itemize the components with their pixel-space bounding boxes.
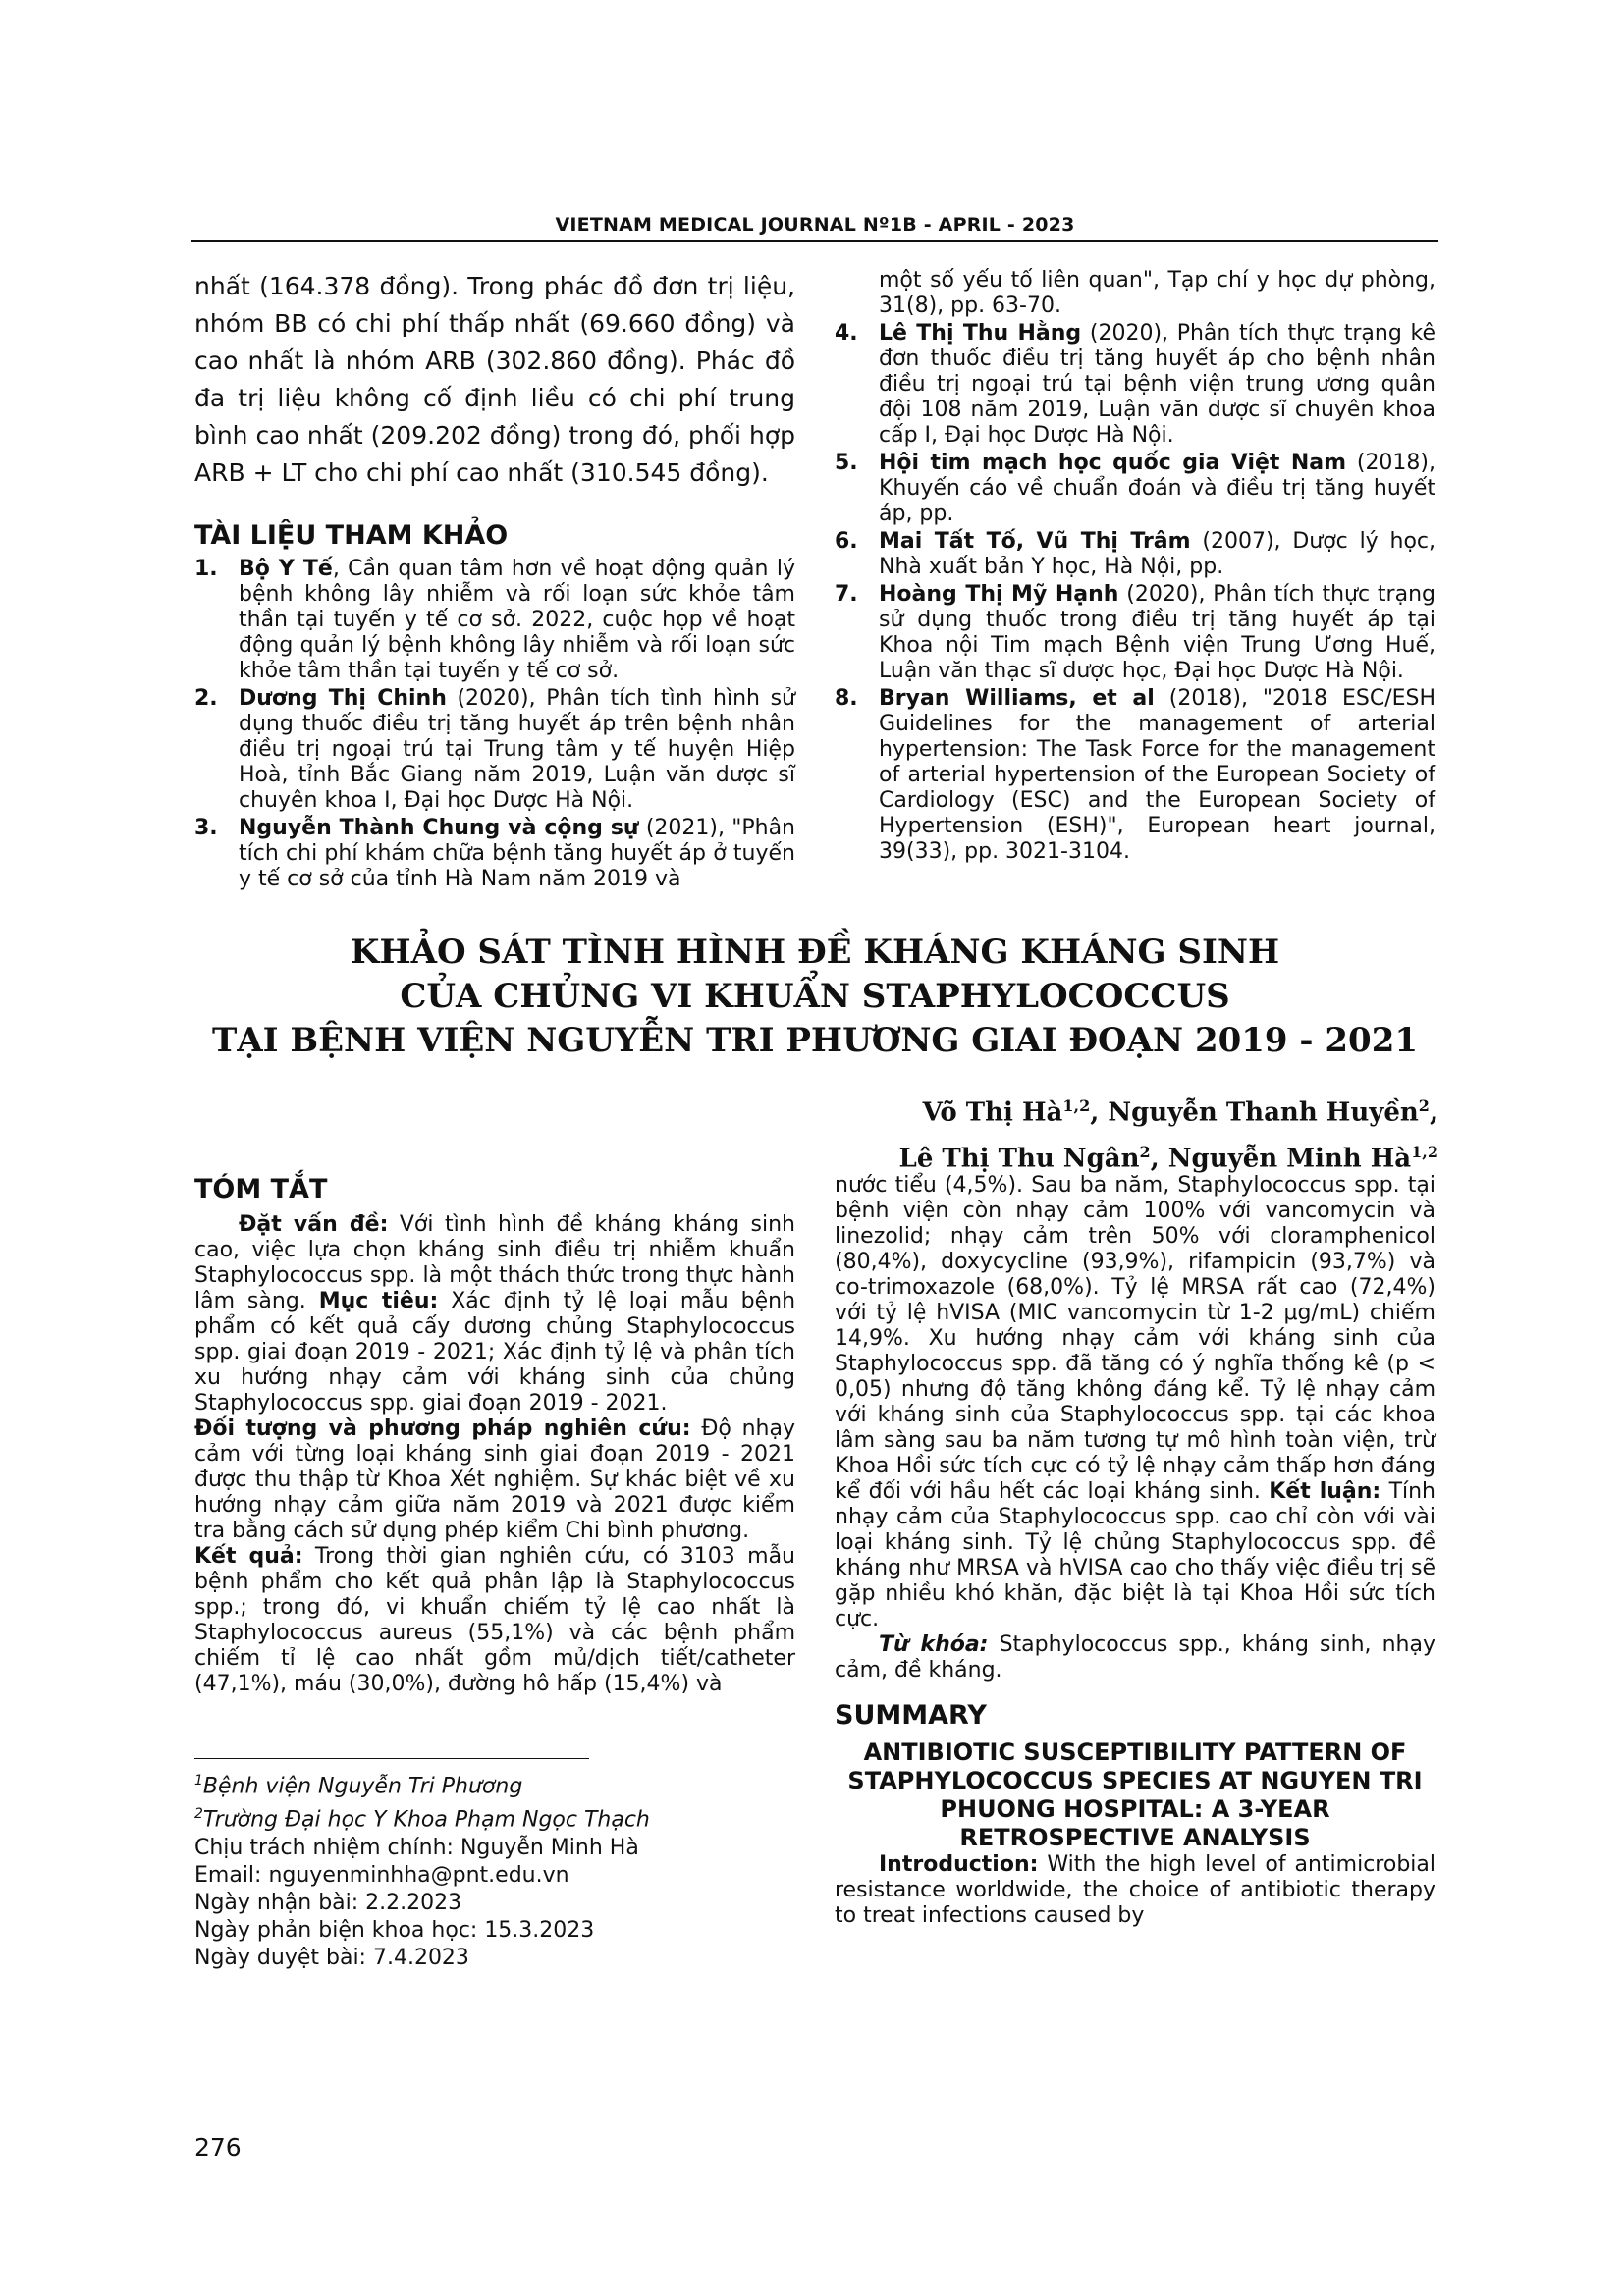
keywords: Từ khóa: Staphylococcus spp., kháng sinh, nhạy cảm, đề kháng. (835, 1632, 1435, 1682)
reference-item (835, 582, 1435, 684)
author-name: Nguyễn Thanh Huyền (1108, 1097, 1419, 1128)
reference-author: Hoàng Thị Mỹ Hạnh (879, 582, 1119, 607)
header-rule (191, 240, 1438, 242)
reference-author: Nguyễn Thành Chung và cộng sự (239, 816, 639, 840)
reference-number: 7. (835, 582, 858, 607)
reference-author: Mai Tất Tố, Vũ Thị Trâm (879, 529, 1191, 554)
footnote-rule (194, 1758, 589, 1759)
reference-item (835, 686, 1435, 865)
author-name: Võ Thị Hà (922, 1097, 1063, 1128)
reference-number: 3. (194, 816, 218, 840)
reference-author: Dương Thị Chinh (239, 686, 447, 711)
page-number: 276 (194, 2133, 242, 2162)
reference-text: (2020), Phân tích tình hình sử dụng thuốc điều trị tăng huyết áp trên bệnh nhân điều trị ngoại trú tại Trung tâm y tế huyện Hiệp Hoà, tỉnh Bắc Giang năm 2019, Luận văn dược sĩ chuyên khoa I, Đại học Dược Hà Nội. (239, 686, 795, 813)
title-line: TẠI BỆNH VIỆN NGUYỄN TRI PHƯƠNG GIAI ĐOẠN 2019 - 2021 (211, 1021, 1419, 1060)
journal-header: VIETNAM MEDICAL JOURNAL Nº1B - APRIL - 2023 (555, 214, 1075, 236)
reference-text: , Cần quan tâm hơn về hoạt động quản lý bệnh không lây nhiễm và rối loạn sức khỏe tâm thần tại tuyến y tế cơ sở. 2022, cuộc họp về hoạt động quản lý bệnh không lây nhiễm và rối loạn sức khỏe tâm thần tại tuyến y tế cơ sở. (239, 557, 795, 683)
right-column-top (835, 268, 1435, 865)
conclusion-paragraph: nhất (164.378 đồng). Trong phác đồ đơn trị liệu, nhóm BB có chi phí thấp nhất (69.660 đồng) và cao nhất là nhóm ARB (302.860 đồng). Phác đồ đa trị liệu không cố định liều có chi phí trung bình cao nhất (209.202 đồng) trong đó, phối hợp ARB + LT cho chi phí cao nhất (310.545 đồng). (194, 272, 795, 487)
author-name: Lê Thị Thu Ngân (898, 1144, 1140, 1174)
author-affiliation: 1,2 (1062, 1096, 1091, 1115)
author-affiliation: 1,2 (1411, 1142, 1438, 1161)
reference-text: (2018), "2018 ESC/ESH Guidelines for the management of arterial hypertension: The Task Force for the management of arterial hypertension of the European Society of Cardiology (ESC) and the European Society of Hypertension (ESH)", European heart journal, 39(33), pp. 3021-3104. (879, 686, 1436, 864)
author-affiliation: 2 (1139, 1142, 1151, 1161)
abstract-paragraph: Đặt vấn đề: Với tình hình đề kháng kháng sinh cao, việc lựa chọn kháng sinh điều trị nhiễm khuẩn Staphylococcus spp. là một thách thức trong thực hành lâm sàng. Mục tiêu: Xác định tỷ lệ loại mẫu bệnh phẩm có kết quả cấy dương chủng Staphylococcus spp. giai đoạn 2019 - 2021; Xác định tỷ lệ và phân tích xu hướng nhạy cảm với kháng sinh của chủng Staphylococcus spp. giai đoạn 2019 - 2021. (194, 1212, 796, 1415)
reference-number: 2. (194, 686, 218, 711)
references-heading: TÀI LIỆU THAM KHẢO (194, 520, 509, 551)
author-name: Nguyễn Minh Hà (1167, 1144, 1412, 1174)
summary-introduction: Introduction: With the high level of antimicrobial resistance worldwide, the choice of antibiotic therapy to treat infections caused by (835, 1852, 1435, 1928)
reference-number: 5. (835, 451, 858, 475)
affiliation-1: $^1$Bệnh viện Nguyễn Tri Phương (194, 1773, 523, 1799)
received-date: Ngày nhận bài: 2.2.2023 (194, 1890, 462, 1915)
reference-item (194, 816, 795, 892)
reference-author: Hội tim mạch học quốc gia Việt Nam (879, 451, 1347, 475)
reference-author: Bryan Williams, et al (879, 686, 1155, 711)
title-line: KHẢO SÁT TÌNH HÌNH ĐỀ KHÁNG KHÁNG SINH (350, 933, 1280, 972)
summary-heading: SUMMARY (835, 1700, 987, 1731)
email: Email: nguyenminhha@pnt.edu.vn (194, 1862, 569, 1888)
left-column-top (194, 268, 795, 892)
reference-number: 8. (835, 686, 858, 711)
accepted-date: Ngày duyệt bài: 7.4.2023 (194, 1945, 469, 1970)
abstract-heading: TÓM TẮT (194, 1174, 328, 1204)
reference-item-continued (835, 268, 1435, 319)
reference-number: 1. (194, 557, 218, 581)
summary-title: ANTIBIOTIC SUSCEPTIBILITY PATTERN OF STAPHYLOCOCCUS SPECIES AT NGUYEN TRI PHUONG HOSPITAL: A 3-YEAR RETROSPECTIVE ANALYSIS (847, 1738, 1423, 1851)
author-line: Võ Thị Hà$^{1,2}$, Nguyễn Thanh Huyền$^2$, (922, 1096, 1438, 1128)
corresponding-author: Chịu trách nhiệm chính: Nguyễn Minh Hà (194, 1835, 639, 1860)
abstract-left (194, 1173, 795, 1697)
footnotes (194, 1767, 795, 1972)
reference-text: (2021), "Phân tích chi phí khám chữa bệnh tăng huyết áp ở tuyến y tế cơ sở của tỉnh Hà Nam năm 2019 và (239, 816, 795, 891)
reference-item (835, 451, 1435, 527)
review-date: Ngày phản biện khoa học: 15.3.2023 (194, 1917, 595, 1943)
abstract-results: Kết quả: Trong thời gian nghiên cứu, có 3103 mẫu bệnh phẩm cho kết quả phân lập là Staphylococcus spp.; trong đó, vi khuẩn chiếm tỷ lệ cao nhất là Staphylococcus aureus (55,1%) và các bệnh phẩm chiếm tỉ lệ cao nhất gồm mủ/dịch tiết/catheter (47,1%), máu (30,0%), đường hô hấp (15,4%) và (194, 1544, 795, 1696)
reference-item (835, 529, 1435, 580)
author-affiliation: 2 (1418, 1096, 1430, 1115)
article-title (191, 931, 1438, 1063)
reference-text: một số yếu tố liên quan", Tạp chí y học dự phòng, 31(8), pp. 63-70. (879, 268, 1435, 318)
reference-text: (2018), Khuyến cáo về chuẩn đoán và điều trị tăng huyết áp, pp. (879, 451, 1436, 526)
reference-number: 6. (835, 529, 858, 554)
author-list (785, 1087, 1438, 1178)
title-line: CỦA CHỦNG VI KHUẨN STAPHYLOCOCCUS (400, 977, 1230, 1016)
reference-item (194, 557, 795, 684)
reference-text: (2020), Phân tích thực trạng kê đơn thuốc điều trị tăng huyết áp cho bệnh nhân điều trị ngoại trú tại bệnh viện trung ương quân đội 108 năm 2019, Luận văn dược sĩ chuyên khoa cấp I, Đại học Dược Hà Nội. (879, 321, 1435, 448)
reference-item (835, 321, 1435, 449)
author-line: Lê Thị Thu Ngân$^2$, Nguyễn Minh Hà$^{1,2}$ (898, 1142, 1438, 1174)
reference-text: (2020), Phân tích thực trạng sử dụng thuốc trong điều trị tăng huyết áp tại Khoa nội Tim mạch Bệnh viện Trung Ương Huế, Luận văn thạc sĩ dược học, Đại học Dược Hà Nội. (879, 582, 1435, 683)
abstract-methods: Đối tượng và phương pháp nghiên cứu: Độ nhạy cảm với từng loại kháng sinh giai đoạn 2019 - 2021 được thu thập từ Khoa Xét nghiệm. Sự khác biệt về xu hướng nhạy cảm giữa năm 2019 và 2021 được kiểm tra bằng cách sử dụng phép kiểm Chi bình phương. (194, 1416, 795, 1543)
abstract-right (835, 1173, 1435, 1929)
reference-author: Lê Thị Thu Hằng (879, 321, 1082, 346)
reference-number: 4. (835, 321, 858, 346)
reference-text: (2007), Dược lý học, Nhà xuất bản Y học, Hà Nội, pp. (879, 529, 1435, 579)
abstract-continued: nước tiểu (4,5%). Sau ba năm, Staphylococcus spp. tại bệnh viện còn nhạy cảm 100% với vancomycin và linezolid; nhạy cảm trên 50% với cloramphenicol (80,4%), doxycycline (93,9%), rifampicin (93,7%) và co-trimoxazole (68,0%). Tỷ lệ MRSA rất cao (72,4%) với tỷ lệ hVISA (MIC vancomycin từ 1-2 μg/mL) chiếm 14,9%. Xu hướng nhạy cảm với kháng sinh của Staphylococcus spp. đã tăng có ý nghĩa thống kê (p < 0,05) nhưng độ tăng không đáng kể. Tỷ lệ nhạy cảm với kháng sinh của Staphylococcus spp. tại các khoa lâm sàng sau ba năm tương tự mô hình toàn viện, trừ Khoa Hồi sức tích cực có tỷ lệ nhạy cảm thấp hơn đáng kể đối với hầu hết các loại kháng sinh. Kết luận: Tính nhạy cảm của Staphylococcus spp. cao chỉ còn với vài loại kháng sinh. Tỷ lệ chủng Staphylococcus spp. đề kháng như MRSA và hVISA cao cho thấy việc điều trị sẽ gặp nhiều khó khăn, đặc biệt là tại Khoa Hồi sức tích cực. (835, 1173, 1436, 1631)
reference-item (194, 686, 795, 814)
affiliation-2: $^2$Trường Đại học Y Khoa Phạm Ngọc Thạch (194, 1806, 650, 1833)
reference-author: Bộ Y Tế (239, 557, 333, 581)
